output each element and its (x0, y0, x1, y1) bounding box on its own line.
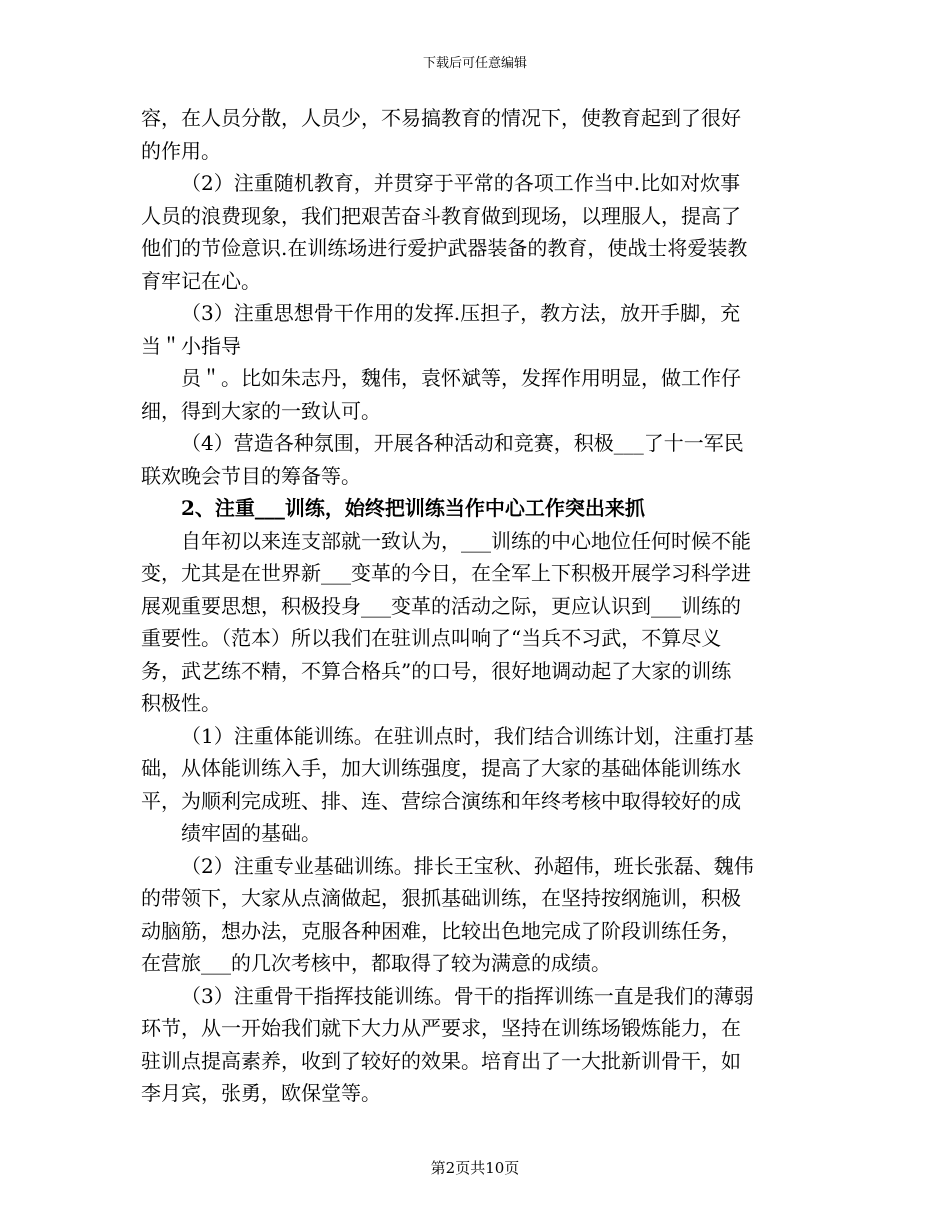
paragraph-line: 员＂。比如朱志丹，魏伟，袁怀斌等，发挥作用明显，做工作仔 (181, 366, 741, 390)
paragraph-line: 变，尤其是在世界新___变革的今日，在全军上下积极开展学习科学进 (141, 561, 751, 585)
paragraph-line: 动脑筋，想办法，克服各种困难，比较出色地完成了阶段训练任务， (141, 918, 741, 943)
paragraph-line: 联欢晚会节目的筹备等。 (141, 463, 361, 488)
page-number: 第2页共10页 (430, 1159, 520, 1177)
paragraph-line: 积极性。 (141, 691, 221, 715)
paragraph-line: 人员的浪费现象，我们把艰苦奋斗教育做到现场，以理服人，提高了 (141, 203, 741, 228)
paragraph-line: 绩牢固的基础。 (181, 821, 321, 845)
paragraph-line: （3）注重骨干指挥技能训练。骨干的指挥训练一直是我们的薄弱 (181, 983, 754, 1008)
paragraph-line: 自年初以来连支部就一致认为，___训练的中心地位任何时候不能 (181, 528, 751, 553)
paragraph-line: 重要性。（范本）所以我们在驻训点叫响了“当兵不习武，不算尽义 (141, 626, 722, 650)
document-body (141, 102, 809, 1110)
paragraph-line: 环节，从一开始我们就下大力从严要求，坚持在训练场锻炼能力，在 (141, 1016, 741, 1040)
paragraph-line: 的带领下，大家从点滴做起，狠抓基础训练，在坚持按纲施训，积极 (141, 886, 741, 910)
paragraph-line: 当＂小指导 (141, 333, 241, 358)
paragraph-line: 础，从体能训练入手，加大训练强度，提高了大家的基础体能训练水 (141, 756, 741, 780)
page-header-note: 下载后可任意编辑 (422, 56, 527, 71)
paragraph-line: （4）营造各种氛围，开展各种活动和竞赛，积极___了十一军民 (181, 431, 744, 455)
paragraph-line: 驻训点提高素养，收到了较好的效果。培育出了一大批新训骨干，如 (141, 1048, 741, 1073)
paragraph-line: 容，在人员分散，人员少，不易搞教育的情况下，使教育起到了很好 (141, 106, 741, 130)
paragraph-line: 李月宾，张勇，欧保堂等。 (141, 1081, 381, 1105)
paragraph-line: （3）注重思想骨干作用的发挥.压担子，教方法，放开手脚，充 (181, 301, 741, 325)
paragraph-line: （2）注重专业基础训练。排长王宝秋、孙超伟，班长张磊、魏伟 (181, 853, 754, 878)
paragraph-line: 育牢记在心。 (141, 268, 261, 293)
paragraph-line: 展观重要思想，积极投身___变革的活动之际，更应认识到___训练的 (141, 593, 741, 618)
paragraph-line: 的作用。 (141, 138, 221, 163)
paragraph-line: 平，为顺利完成班、排、连、营综合演练和年终考核中取得较好的成 (141, 788, 741, 813)
paragraph-line: 细，得到大家的一致认可。 (141, 398, 381, 423)
section-heading: 2、注重___训练，始终把训练当作中心工作突出来抓 (181, 496, 645, 520)
paragraph-line: 务，武艺练不精，不算合格兵”的口号，很好地调动起了大家的训练 (141, 658, 732, 683)
paragraph-line: 他们的节俭意识.在训练场进行爱护武器装备的教育，使战士将爱装教 (141, 236, 748, 260)
paragraph-line: （2）注重随机教育，并贯穿于平常的各项工作当中.比如对炊事 (181, 171, 741, 195)
paragraph-line: 在营旅___的几次考核中，都取得了较为满意的成绩。 (141, 951, 611, 975)
paragraph-line: （1）注重体能训练。在驻训点时，我们结合训练计划，注重打基 (181, 723, 754, 748)
